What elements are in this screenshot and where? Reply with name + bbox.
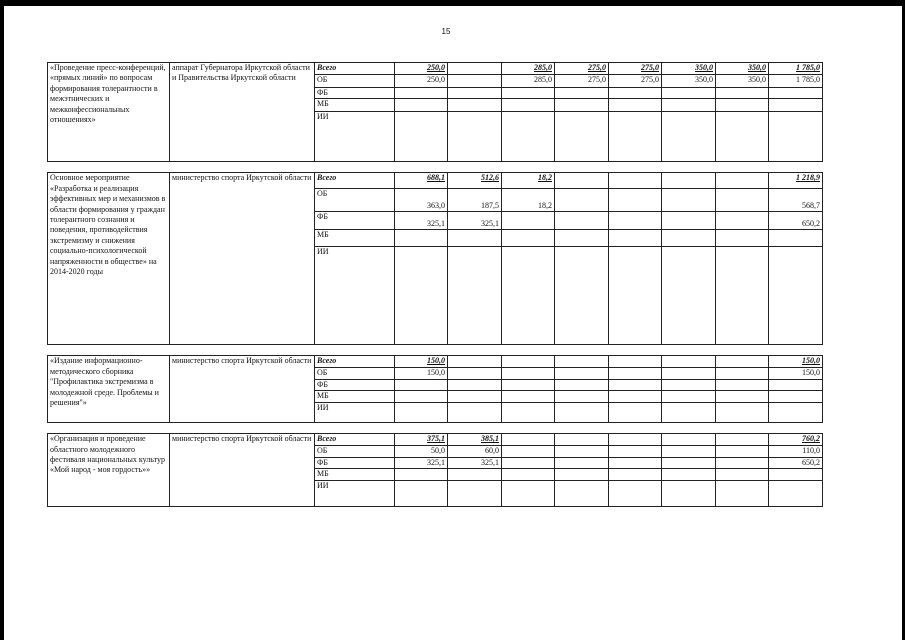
funding-source: ФБ xyxy=(315,457,395,468)
year-amount-cell: 350,0 xyxy=(662,63,716,75)
year-amount-cell: 275,0 xyxy=(555,75,609,88)
program-spacer xyxy=(48,345,823,356)
year-amount-cell xyxy=(716,99,769,112)
year-amount-cell xyxy=(609,446,662,457)
year-amount-cell xyxy=(555,88,609,99)
year-amount-cell: 275,0 xyxy=(555,63,609,75)
year-amount-cell xyxy=(609,434,662,446)
year-amount-cell: 275,0 xyxy=(609,63,662,75)
year-amount-cell xyxy=(502,434,555,446)
year-amount-cell xyxy=(555,468,609,480)
year-amount-cell xyxy=(555,356,609,368)
year-amount-cell xyxy=(716,403,769,423)
total-cell xyxy=(769,88,823,99)
year-amount-cell xyxy=(395,403,448,423)
year-amount-cell: 150,0 xyxy=(395,356,448,368)
funding-source: ОБ xyxy=(315,189,395,212)
year-amount-cell xyxy=(448,247,502,345)
total-cell: 110,0 xyxy=(769,446,823,457)
executor-name: министерство спорта Иркутской области xyxy=(170,434,315,507)
executor-name: министерство спорта Иркутской области xyxy=(170,173,315,345)
year-amount-cell: 18,2 xyxy=(502,189,555,212)
funding-source: ИИ xyxy=(315,480,395,506)
year-amount-cell xyxy=(502,457,555,468)
year-amount-cell xyxy=(662,480,716,506)
funding-source: ИИ xyxy=(315,112,395,162)
year-amount-cell: 363,0 xyxy=(395,189,448,212)
year-amount-cell: 285,0 xyxy=(502,63,555,75)
total-cell: 650,2 xyxy=(769,212,823,230)
year-amount-cell: 150,0 xyxy=(395,368,448,379)
year-amount-cell xyxy=(716,173,769,189)
year-amount-cell xyxy=(609,480,662,506)
year-amount-cell xyxy=(609,112,662,162)
year-amount-cell xyxy=(395,379,448,390)
year-amount-cell xyxy=(555,403,609,423)
year-amount-cell xyxy=(502,247,555,345)
year-amount-cell xyxy=(448,368,502,379)
year-amount-cell xyxy=(716,189,769,212)
year-amount-cell: 375,1 xyxy=(395,434,448,446)
funding-source: ОБ xyxy=(315,368,395,379)
year-amount-cell xyxy=(609,189,662,212)
year-amount-cell xyxy=(555,99,609,112)
year-amount-cell xyxy=(716,356,769,368)
year-amount-cell xyxy=(448,63,502,75)
year-amount-cell xyxy=(448,379,502,390)
year-amount-cell xyxy=(555,173,609,189)
table-row xyxy=(48,356,823,368)
year-amount-cell: 50,0 xyxy=(395,446,448,457)
funding-source: ИИ xyxy=(315,403,395,423)
year-amount-cell xyxy=(448,99,502,112)
year-amount-cell xyxy=(662,368,716,379)
year-amount-cell: 688,1 xyxy=(395,173,448,189)
year-amount-cell xyxy=(555,112,609,162)
year-amount-cell xyxy=(502,212,555,230)
total-cell xyxy=(769,480,823,506)
year-amount-cell xyxy=(555,379,609,390)
year-amount-cell xyxy=(662,468,716,480)
measure-description: «Проведение пресс-конференций, «прямых линий» по вопросам формирования толерантности в межэтнических и межконфессиональных отношениях» xyxy=(48,63,170,162)
year-amount-cell xyxy=(502,403,555,423)
funding-source: МБ xyxy=(315,391,395,403)
year-amount-cell xyxy=(555,189,609,212)
table-row xyxy=(48,173,823,189)
total-cell: 568,7 xyxy=(769,189,823,212)
total-cell xyxy=(769,468,823,480)
total-cell: 650,2 xyxy=(769,457,823,468)
year-amount-cell xyxy=(395,230,448,247)
year-amount-cell xyxy=(502,391,555,403)
year-amount-cell xyxy=(609,403,662,423)
year-amount-cell xyxy=(662,173,716,189)
scan-left-border xyxy=(0,0,4,640)
year-amount-cell xyxy=(555,212,609,230)
year-amount-cell xyxy=(662,379,716,390)
year-amount-cell xyxy=(716,88,769,99)
total-cell: 1 785,0 xyxy=(769,63,823,75)
year-amount-cell xyxy=(555,247,609,345)
year-amount-cell xyxy=(609,391,662,403)
year-amount-cell xyxy=(555,391,609,403)
funding-source: ФБ xyxy=(315,379,395,390)
year-amount-cell xyxy=(662,230,716,247)
year-amount-cell: 285,0 xyxy=(502,75,555,88)
year-amount-cell xyxy=(448,391,502,403)
year-amount-cell xyxy=(448,403,502,423)
funding-source: МБ xyxy=(315,99,395,112)
year-amount-cell xyxy=(716,457,769,468)
year-amount-cell xyxy=(609,379,662,390)
total-cell: 150,0 xyxy=(769,368,823,379)
year-amount-cell xyxy=(609,230,662,247)
year-amount-cell: 350,0 xyxy=(662,75,716,88)
year-amount-cell xyxy=(716,230,769,247)
total-cell xyxy=(769,391,823,403)
year-amount-cell xyxy=(448,468,502,480)
year-amount-cell xyxy=(716,468,769,480)
year-amount-cell xyxy=(609,99,662,112)
funding-source: ФБ xyxy=(315,212,395,230)
year-amount-cell xyxy=(716,434,769,446)
year-amount-cell xyxy=(662,88,716,99)
year-amount-cell: 385,1 xyxy=(448,434,502,446)
funding-source: Всего xyxy=(315,356,395,368)
year-amount-cell xyxy=(609,368,662,379)
measure-description: Основное мероприятие «Разработка и реализация эффективных мер и механизмов в области формирования у граждан толерантного сознания и поведения, противодействия экстремизму и снижения социально-психологической напряженности в обществе» на 2014-2020 годы xyxy=(48,173,170,345)
year-amount-cell xyxy=(609,468,662,480)
year-amount-cell xyxy=(609,173,662,189)
funding-source: МБ xyxy=(315,468,395,480)
year-amount-cell: 275,0 xyxy=(609,75,662,88)
year-amount-cell xyxy=(662,356,716,368)
budget-table xyxy=(47,62,823,507)
year-amount-cell xyxy=(448,112,502,162)
year-amount-cell xyxy=(716,446,769,457)
year-amount-cell xyxy=(395,391,448,403)
year-amount-cell xyxy=(609,457,662,468)
year-amount-cell xyxy=(555,230,609,247)
executor-name: министерство спорта Иркутской области xyxy=(170,356,315,423)
page-number: 15 xyxy=(441,27,451,36)
year-amount-cell xyxy=(502,88,555,99)
year-amount-cell xyxy=(502,112,555,162)
funding-source: МБ xyxy=(315,230,395,247)
year-amount-cell: 18,2 xyxy=(502,173,555,189)
year-amount-cell xyxy=(395,480,448,506)
year-amount-cell xyxy=(448,230,502,247)
year-amount-cell xyxy=(555,480,609,506)
year-amount-cell: 512,6 xyxy=(448,173,502,189)
year-amount-cell xyxy=(502,99,555,112)
total-cell xyxy=(769,230,823,247)
year-amount-cell xyxy=(502,356,555,368)
year-amount-cell xyxy=(609,212,662,230)
funding-source: ОБ xyxy=(315,75,395,88)
year-amount-cell xyxy=(609,356,662,368)
total-cell xyxy=(769,403,823,423)
year-amount-cell xyxy=(502,368,555,379)
total-cell: 1 218,9 xyxy=(769,173,823,189)
table-row xyxy=(48,63,823,75)
funding-source: Всего xyxy=(315,63,395,75)
year-amount-cell: 60,0 xyxy=(448,446,502,457)
funding-source: Всего xyxy=(315,434,395,446)
year-amount-cell xyxy=(395,247,448,345)
year-amount-cell: 325,1 xyxy=(395,212,448,230)
year-amount-cell xyxy=(395,468,448,480)
program-spacer xyxy=(48,162,823,173)
year-amount-cell xyxy=(716,247,769,345)
year-amount-cell xyxy=(395,112,448,162)
year-amount-cell xyxy=(502,230,555,247)
year-amount-cell xyxy=(502,468,555,480)
funding-source: ИИ xyxy=(315,247,395,345)
funding-source: ОБ xyxy=(315,446,395,457)
year-amount-cell xyxy=(555,368,609,379)
year-amount-cell xyxy=(662,457,716,468)
year-amount-cell: 250,0 xyxy=(395,75,448,88)
year-amount-cell: 350,0 xyxy=(716,63,769,75)
year-amount-cell xyxy=(716,112,769,162)
total-cell xyxy=(769,379,823,390)
year-amount-cell xyxy=(395,99,448,112)
funding-source: Всего xyxy=(315,173,395,189)
year-amount-cell: 325,1 xyxy=(395,457,448,468)
year-amount-cell xyxy=(662,99,716,112)
measure-description: «Организация и проведение областного молодежного фестиваля национальных культур «Мой народ - моя гордость»» xyxy=(48,434,170,507)
total-cell xyxy=(769,99,823,112)
year-amount-cell xyxy=(609,247,662,345)
year-amount-cell xyxy=(555,457,609,468)
year-amount-cell xyxy=(448,88,502,99)
year-amount-cell xyxy=(662,189,716,212)
year-amount-cell xyxy=(502,379,555,390)
year-amount-cell xyxy=(448,480,502,506)
year-amount-cell xyxy=(555,434,609,446)
year-amount-cell xyxy=(395,88,448,99)
year-amount-cell xyxy=(662,446,716,457)
year-amount-cell: 187,5 xyxy=(448,189,502,212)
total-cell xyxy=(769,247,823,345)
total-cell xyxy=(769,112,823,162)
year-amount-cell xyxy=(716,379,769,390)
year-amount-cell xyxy=(716,480,769,506)
year-amount-cell xyxy=(448,75,502,88)
year-amount-cell xyxy=(716,391,769,403)
year-amount-cell xyxy=(716,368,769,379)
total-cell: 1 785,0 xyxy=(769,75,823,88)
table-row xyxy=(48,434,823,446)
year-amount-cell xyxy=(448,356,502,368)
year-amount-cell xyxy=(662,391,716,403)
year-amount-cell: 325,1 xyxy=(448,212,502,230)
year-amount-cell xyxy=(555,446,609,457)
year-amount-cell xyxy=(609,88,662,99)
year-amount-cell xyxy=(662,247,716,345)
year-amount-cell xyxy=(716,212,769,230)
program-spacer xyxy=(48,423,823,434)
year-amount-cell xyxy=(662,212,716,230)
year-amount-cell xyxy=(662,112,716,162)
year-amount-cell: 325,1 xyxy=(448,457,502,468)
year-amount-cell: 350,0 xyxy=(716,75,769,88)
total-cell: 760,2 xyxy=(769,434,823,446)
year-amount-cell xyxy=(502,446,555,457)
year-amount-cell xyxy=(502,480,555,506)
year-amount-cell xyxy=(662,403,716,423)
year-amount-cell: 250,0 xyxy=(395,63,448,75)
executor-name: аппарат Губернатора Иркутской области и Правительства Иркутской области xyxy=(170,63,315,162)
scan-top-border xyxy=(0,0,905,6)
measure-description: «Издание информационно-методического сборника "Профилактика экстремизма в молодежной среде. Проблемы и решения"» xyxy=(48,356,170,423)
funding-source: ФБ xyxy=(315,88,395,99)
year-amount-cell xyxy=(662,434,716,446)
total-cell: 150,0 xyxy=(769,356,823,368)
